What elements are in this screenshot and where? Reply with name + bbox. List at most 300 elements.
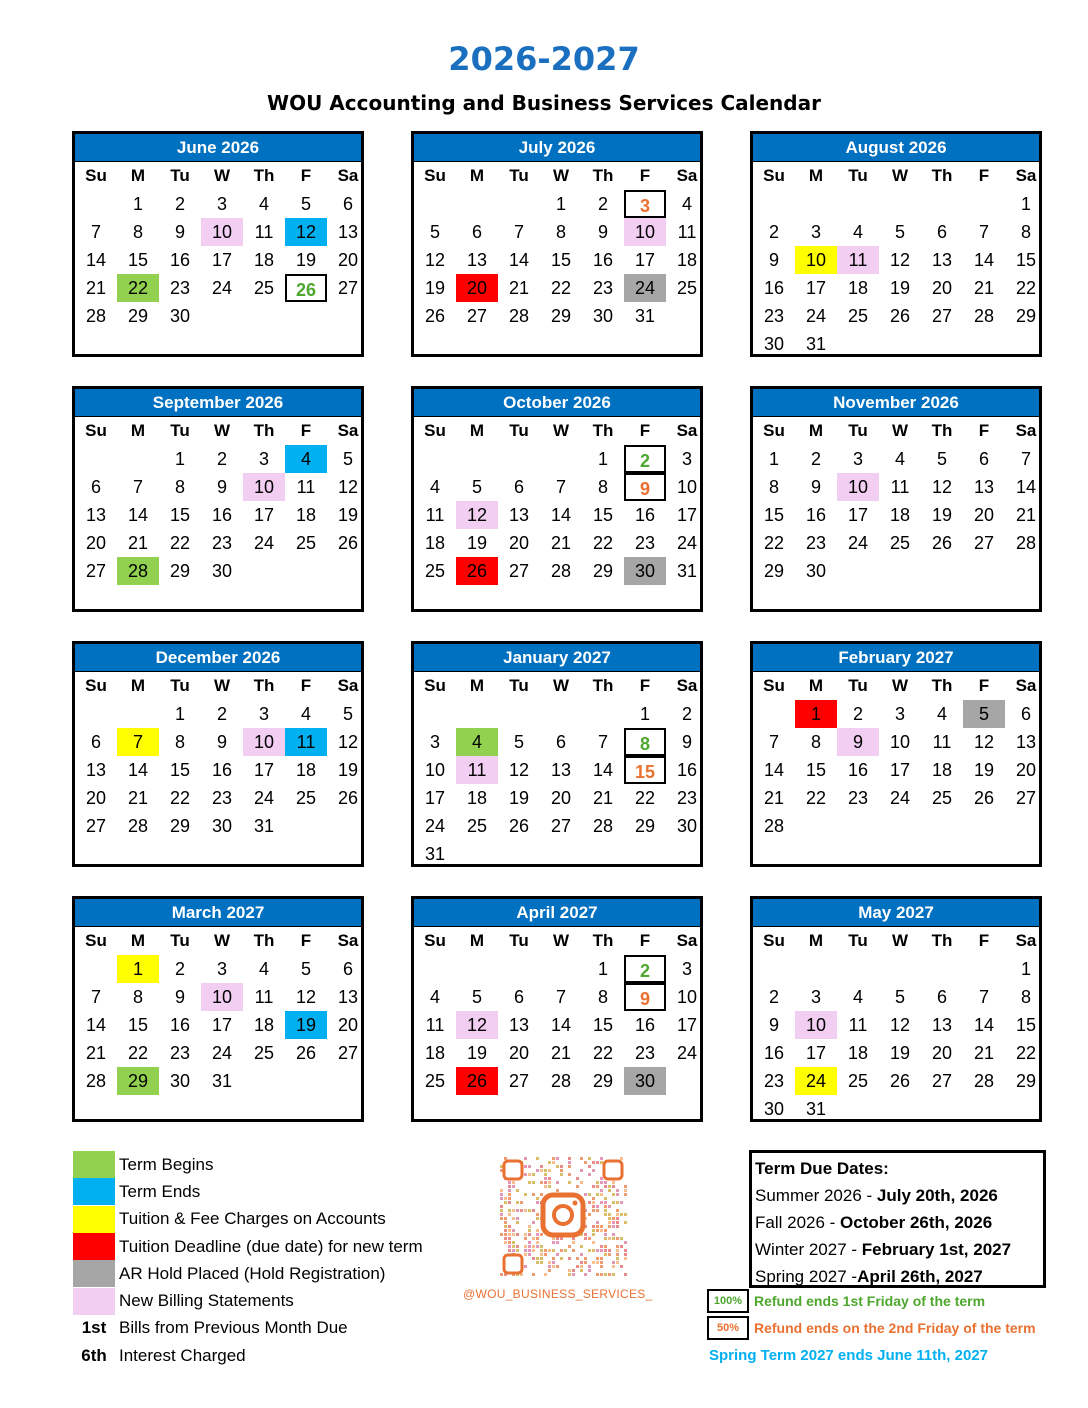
month-title: May 2027 [753, 899, 1039, 927]
weekday-header [414, 927, 700, 955]
day-cell: 14 [127, 760, 149, 780]
day-cell: 22 [592, 533, 614, 553]
empty-day [414, 445, 456, 473]
day-cell: 11 [254, 222, 274, 242]
day-cell: 7 [978, 222, 989, 242]
day-cell: 1 [768, 449, 779, 469]
empty-day [837, 190, 879, 218]
empty-day [963, 190, 1005, 218]
day-cell: 30 [169, 306, 191, 326]
month-title: June 2026 [75, 134, 361, 162]
day-cell: 28 [973, 306, 995, 326]
day-cell: 13 [337, 222, 359, 242]
refund-text: Refund ends on the 2nd Friday of the term [754, 1320, 1036, 1336]
day-cell: 26 [508, 816, 530, 836]
day-cell: 3 [429, 732, 440, 752]
legend-item [73, 1151, 473, 1178]
day-cell-pink: 9 [837, 728, 879, 756]
day-cell: 18 [466, 788, 488, 808]
day-cell: 5 [342, 704, 353, 724]
day-cell: 27 [337, 278, 359, 298]
weekday-header [753, 927, 1039, 955]
day-cell: 7 [597, 732, 608, 752]
day-cell: 17 [805, 278, 827, 298]
weekday-label: Th [931, 676, 953, 695]
empty-day [498, 190, 540, 218]
weekday-header [753, 672, 1039, 700]
day-cell: 21 [550, 1043, 572, 1063]
day-cell-yellow: 1 [117, 955, 159, 983]
weekday-label: F [300, 931, 312, 950]
day-cell: 9 [768, 1015, 779, 1035]
legend-key-item [73, 1342, 473, 1369]
day-cell: 29 [592, 561, 614, 581]
day-cell: 13 [85, 505, 107, 525]
day-cell-yellow: 7 [117, 728, 159, 756]
day-cell: 16 [634, 505, 656, 525]
legend-item [73, 1178, 473, 1205]
day-cell: 21 [127, 788, 149, 808]
legend-label: AR Hold Placed (Hold Registration) [119, 1263, 386, 1283]
empty-day [456, 700, 498, 728]
day-grid [753, 445, 1039, 585]
day-cell: 23 [805, 533, 827, 553]
day-cell: 22 [592, 1043, 614, 1063]
weekday-label: F [639, 931, 651, 950]
empty-day [414, 955, 456, 983]
weekday-label: Tu [170, 931, 190, 950]
day-cell: 9 [174, 222, 185, 242]
day-cell: 14 [592, 760, 614, 780]
day-cell: 6 [555, 732, 566, 752]
day-cell: 19 [337, 505, 359, 525]
day-cell: 5 [894, 222, 905, 242]
day-cell: 27 [466, 306, 488, 326]
day-cell: 14 [763, 760, 785, 780]
day-cell: 27 [550, 816, 572, 836]
empty-day [921, 190, 963, 218]
day-cell-box-green: 2 [624, 445, 666, 473]
day-cell-pink: 10 [243, 728, 285, 756]
empty-day [582, 700, 624, 728]
due-dates-title: Term Due Dates: [755, 1159, 889, 1178]
empty-day [498, 445, 540, 473]
day-cell: 12 [973, 732, 995, 752]
day-cell: 20 [85, 788, 107, 808]
month-calendar [750, 131, 1042, 357]
weekday-label: Su [85, 166, 107, 185]
day-cell: 23 [676, 788, 698, 808]
day-cell: 16 [847, 760, 869, 780]
weekday-label: W [213, 931, 231, 950]
day-cell: 14 [973, 250, 995, 270]
day-cell: 29 [592, 1071, 614, 1091]
day-cell: 13 [973, 477, 995, 497]
day-cell: 1 [132, 194, 143, 214]
day-cell: 21 [973, 1043, 995, 1063]
day-cell-pink: 12 [456, 501, 498, 529]
legend-label: New Billing Statements [119, 1291, 294, 1311]
day-cell: 6 [90, 732, 101, 752]
weekday-label: Su [763, 166, 785, 185]
empty-day [540, 445, 582, 473]
weekday-label: Th [592, 166, 614, 185]
day-cell: 29 [1015, 306, 1037, 326]
day-cell: 8 [810, 732, 821, 752]
instagram-qr-icon [498, 1155, 628, 1279]
day-cell: 10 [424, 760, 446, 780]
weekday-label: W [552, 931, 570, 950]
day-cell: 1 [597, 449, 608, 469]
day-cell: 18 [424, 533, 446, 553]
weekday-label: W [891, 931, 909, 950]
weekday-label: Th [931, 931, 953, 950]
day-cell: 16 [676, 760, 698, 780]
day-cell: 23 [169, 1043, 191, 1063]
empty-day [795, 955, 837, 983]
day-cell: 20 [550, 788, 572, 808]
day-cell: 22 [550, 278, 572, 298]
weekday-label: Su [424, 166, 446, 185]
day-cell: 3 [258, 704, 269, 724]
weekday-label: F [300, 421, 312, 440]
weekday-label: Th [253, 676, 275, 695]
day-cell: 3 [810, 222, 821, 242]
day-cell: 7 [768, 732, 779, 752]
weekday-label: Su [85, 931, 107, 950]
weekday-header [753, 162, 1039, 190]
weekday-header [753, 417, 1039, 445]
weekday-label: Su [763, 421, 785, 440]
empty-day [75, 700, 117, 728]
day-cell: 19 [466, 533, 488, 553]
day-cell-green: 22 [117, 274, 159, 302]
day-cell: 4 [852, 987, 863, 1007]
day-cell: 8 [768, 477, 779, 497]
day-cell: 5 [342, 449, 353, 469]
empty-day [498, 700, 540, 728]
weekday-label: Tu [848, 676, 868, 695]
day-cell: 28 [763, 816, 785, 836]
legend-swatch [73, 1233, 115, 1260]
day-cell-blue: 11 [285, 728, 327, 756]
legend-label: Interest Charged [119, 1345, 246, 1365]
day-grid [75, 700, 361, 840]
day-cell: 3 [681, 449, 692, 469]
refund-badge: 100% [707, 1289, 749, 1313]
due-term: Winter 2027 - [755, 1240, 862, 1259]
day-cell: 18 [253, 250, 275, 270]
weekday-label: M [469, 931, 485, 950]
day-cell: 9 [216, 732, 227, 752]
weekday-label: Tu [509, 931, 529, 950]
day-cell: 21 [85, 1043, 107, 1063]
month-title: January 2027 [414, 644, 700, 672]
day-cell: 22 [169, 788, 191, 808]
month-calendar [750, 896, 1042, 1122]
day-cell: 12 [337, 477, 359, 497]
weekday-label: M [469, 166, 485, 185]
weekday-label: Sa [1015, 166, 1037, 185]
day-cell: 24 [676, 533, 698, 553]
empty-day [540, 700, 582, 728]
day-cell: 7 [1020, 449, 1031, 469]
day-cell: 25 [253, 1043, 275, 1063]
day-cell: 9 [216, 477, 227, 497]
day-cell: 23 [169, 278, 191, 298]
day-cell: 16 [763, 278, 785, 298]
day-cell: 22 [763, 533, 785, 553]
day-cell-red: 26 [456, 1067, 498, 1095]
day-cell: 31 [424, 844, 446, 864]
day-cell: 11 [425, 505, 445, 525]
weekday-label: Sa [676, 166, 698, 185]
day-cell: 25 [847, 306, 869, 326]
day-cell: 25 [253, 278, 275, 298]
weekday-header [414, 162, 700, 190]
day-grid [414, 445, 700, 585]
day-cell: 31 [634, 306, 656, 326]
day-cell: 18 [889, 505, 911, 525]
legend-swatch [73, 1288, 115, 1315]
day-cell: 22 [1015, 278, 1037, 298]
month-title: February 2027 [753, 644, 1039, 672]
day-cell-red: 20 [456, 274, 498, 302]
day-cell: 3 [216, 959, 227, 979]
day-cell-red: 1 [795, 700, 837, 728]
day-cell-yellow: 10 [795, 246, 837, 274]
day-cell: 19 [295, 250, 317, 270]
day-cell: 15 [592, 1015, 614, 1035]
weekday-header [75, 927, 361, 955]
day-cell: 14 [85, 1015, 107, 1035]
weekday-label: Sa [337, 421, 359, 440]
legend-label: Term Begins [119, 1154, 214, 1174]
day-cell: 29 [550, 306, 572, 326]
day-cell: 16 [592, 250, 614, 270]
day-cell: 7 [555, 477, 566, 497]
weekday-label: M [808, 676, 824, 695]
day-cell: 19 [889, 278, 911, 298]
day-cell: 27 [931, 306, 953, 326]
day-cell: 30 [676, 816, 698, 836]
day-cell-green: 28 [117, 557, 159, 585]
empty-day [117, 445, 159, 473]
weekday-label: Su [424, 931, 446, 950]
day-cell: 29 [169, 816, 191, 836]
day-cell-gray: 24 [624, 274, 666, 302]
due-date-row [755, 1263, 1043, 1290]
day-cell: 25 [931, 788, 953, 808]
day-cell: 9 [597, 222, 608, 242]
day-cell: 24 [211, 278, 233, 298]
weekday-label: Su [85, 421, 107, 440]
day-cell: 10 [676, 987, 698, 1007]
day-cell: 21 [85, 278, 107, 298]
day-cell: 16 [763, 1043, 785, 1063]
day-cell: 4 [258, 194, 269, 214]
day-cell: 24 [253, 788, 275, 808]
weekday-label: Tu [848, 166, 868, 185]
day-cell: 6 [936, 987, 947, 1007]
weekday-label: W [213, 166, 231, 185]
weekday-header [414, 417, 700, 445]
empty-day [921, 955, 963, 983]
weekday-label: M [808, 931, 824, 950]
day-cell: 26 [424, 306, 446, 326]
weekday-label: Sa [676, 676, 698, 695]
day-cell: 20 [85, 533, 107, 553]
day-cell: 19 [889, 1043, 911, 1063]
day-cell: 16 [211, 760, 233, 780]
day-cell: 13 [85, 760, 107, 780]
empty-day [117, 700, 159, 728]
day-cell: 8 [1020, 987, 1031, 1007]
day-cell: 3 [681, 959, 692, 979]
day-cell-pink: 11 [837, 246, 879, 274]
day-cell: 20 [931, 1043, 953, 1063]
weekday-label: Su [424, 421, 446, 440]
day-cell: 5 [471, 477, 482, 497]
day-cell: 5 [300, 194, 311, 214]
day-cell-pink: 10 [795, 1011, 837, 1039]
weekday-label: Th [253, 421, 275, 440]
month-calendar [411, 131, 703, 357]
day-cell: 24 [211, 1043, 233, 1063]
weekday-label: Tu [848, 931, 868, 950]
day-grid [414, 190, 700, 330]
weekday-label: Su [424, 676, 446, 695]
weekday-label: M [130, 676, 146, 695]
weekday-label: W [891, 166, 909, 185]
month-title: November 2026 [753, 389, 1039, 417]
day-cell: 23 [763, 306, 785, 326]
weekday-label: Sa [676, 421, 698, 440]
day-cell: 5 [936, 449, 947, 469]
weekday-label: M [130, 931, 146, 950]
day-cell: 13 [931, 250, 953, 270]
weekday-label: Sa [337, 166, 359, 185]
empty-day [414, 700, 456, 728]
day-cell: 13 [337, 987, 359, 1007]
weekday-label: F [978, 421, 990, 440]
day-cell: 13 [466, 250, 488, 270]
legend-swatch [73, 1151, 115, 1178]
instagram-handle[interactable]: @WOU_BUSINESS_SERVICES_ [463, 1287, 653, 1301]
day-cell: 28 [592, 816, 614, 836]
day-cell-pink: 10 [837, 473, 879, 501]
month-calendar [72, 131, 364, 357]
day-cell: 23 [592, 278, 614, 298]
legend-swatch [73, 1206, 115, 1233]
day-cell: 24 [424, 816, 446, 836]
day-cell: 18 [931, 760, 953, 780]
day-cell: 11 [296, 477, 316, 497]
day-cell: 17 [634, 250, 656, 270]
day-cell: 1 [174, 449, 185, 469]
legend-key: 6th [81, 1345, 107, 1365]
day-cell: 19 [337, 760, 359, 780]
legend-color-list [73, 1151, 473, 1315]
weekday-label: Th [253, 166, 275, 185]
weekday-label: Sa [676, 931, 698, 950]
empty-day [837, 955, 879, 983]
day-cell: 11 [254, 987, 274, 1007]
day-cell: 20 [973, 505, 995, 525]
day-cell: 18 [295, 760, 317, 780]
day-cell: 19 [931, 505, 953, 525]
day-cell: 24 [676, 1043, 698, 1063]
day-cell: 26 [337, 788, 359, 808]
day-cell: 29 [169, 561, 191, 581]
month-calendar [72, 641, 364, 867]
day-cell: 30 [763, 1099, 785, 1119]
day-cell: 3 [810, 987, 821, 1007]
weekday-label: Sa [1015, 421, 1037, 440]
day-cell: 21 [973, 278, 995, 298]
legend-item [73, 1206, 473, 1233]
weekday-label: M [808, 421, 824, 440]
day-cell: 15 [127, 250, 149, 270]
day-cell: 7 [132, 477, 143, 497]
day-cell: 11 [890, 477, 910, 497]
day-cell: 14 [550, 505, 572, 525]
day-cell: 26 [931, 533, 953, 553]
day-cell: 18 [424, 1043, 446, 1063]
weekday-label: Tu [170, 166, 190, 185]
day-cell: 7 [555, 987, 566, 1007]
day-cell: 25 [466, 816, 488, 836]
day-cell: 6 [978, 449, 989, 469]
legend-label: Tuition & Fee Charges on Accounts [119, 1209, 386, 1229]
empty-day [75, 445, 117, 473]
day-cell: 4 [300, 704, 311, 724]
refund-note [707, 1289, 985, 1313]
day-cell: 28 [127, 816, 149, 836]
day-cell: 17 [805, 1043, 827, 1063]
legend-key-list [73, 1315, 473, 1370]
day-cell-box-orange: 9 [624, 473, 666, 501]
day-cell: 20 [1015, 760, 1037, 780]
day-cell: 23 [634, 533, 656, 553]
weekday-label: F [639, 676, 651, 695]
day-cell: 18 [847, 1043, 869, 1063]
day-cell: 21 [1015, 505, 1037, 525]
weekday-label: M [808, 166, 824, 185]
day-cell-box-green: 2 [624, 955, 666, 983]
day-cell: 22 [127, 1043, 149, 1063]
empty-day [540, 955, 582, 983]
day-cell-yellow: 24 [795, 1067, 837, 1095]
day-cell: 17 [847, 505, 869, 525]
day-cell: 3 [216, 194, 227, 214]
weekday-label: W [552, 166, 570, 185]
weekday-label: Th [592, 421, 614, 440]
day-cell-box-orange: 9 [624, 983, 666, 1011]
due-term: Spring 2027 - [755, 1267, 858, 1286]
weekday-label: Th [592, 676, 614, 695]
day-cell: 1 [174, 704, 185, 724]
day-grid [75, 955, 361, 1095]
day-cell: 16 [169, 250, 191, 270]
day-cell: 28 [85, 1071, 107, 1091]
day-cell: 3 [894, 704, 905, 724]
weekday-label: Tu [509, 421, 529, 440]
weekday-label: Tu [509, 166, 529, 185]
day-cell: 28 [550, 561, 572, 581]
weekday-label: F [978, 931, 990, 950]
day-cell: 22 [1015, 1043, 1037, 1063]
